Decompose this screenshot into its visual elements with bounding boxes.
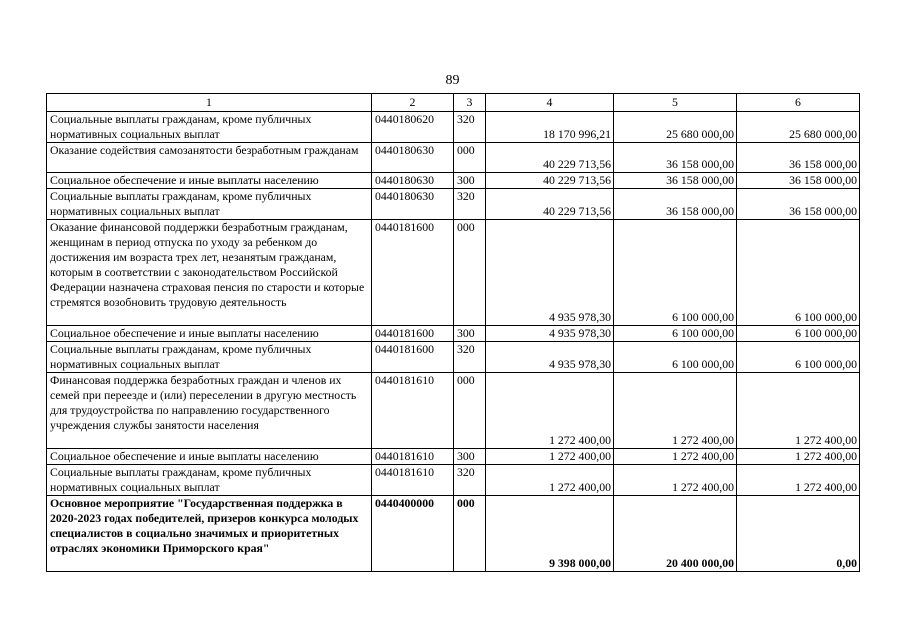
row-amount-col6: 1 272 400,00 [737, 465, 860, 496]
row-name: Финансовая поддержка безработных граждан и членов их семей при переезде и (или) переселении в другую местность для трудоустройства по направлению государственного учреждения службы занятости населения [47, 373, 372, 449]
row-amount-col6: 1 272 400,00 [737, 449, 860, 465]
row-amount-col5: 6 100 000,00 [614, 342, 737, 373]
row-target-code: 0440180630 [372, 173, 454, 189]
row-amount-col6: 0,00 [737, 496, 860, 572]
table-row [47, 189, 860, 220]
header-col-3: 3 [454, 94, 486, 112]
table-row [47, 496, 860, 572]
row-amount-col4: 4 935 978,30 [486, 342, 614, 373]
row-amount-col6: 36 158 000,00 [737, 143, 860, 173]
row-amount-col6: 6 100 000,00 [737, 342, 860, 373]
row-amount-col4: 18 170 996,21 [486, 112, 614, 143]
header-col-4: 4 [486, 94, 614, 112]
row-target-code: 0440181610 [372, 465, 454, 496]
budget-table [46, 93, 860, 572]
row-amount-col6: 25 680 000,00 [737, 112, 860, 143]
row-name: Социальные выплаты гражданам, кроме публичных нормативных социальных выплат [47, 112, 372, 143]
table-row [47, 449, 860, 465]
row-name: Социальные выплаты гражданам, кроме публичных нормативных социальных выплат [47, 342, 372, 373]
row-amount-col6: 36 158 000,00 [737, 173, 860, 189]
header-col-2: 2 [372, 94, 454, 112]
row-target-code: 0440180620 [372, 112, 454, 143]
row-expense-type: 300 [454, 173, 486, 189]
row-name: Социальное обеспечение и иные выплаты населению [47, 326, 372, 342]
row-amount-col4: 40 229 713,56 [486, 189, 614, 220]
row-expense-type: 320 [454, 342, 486, 373]
header-col-5: 5 [614, 94, 737, 112]
row-amount-col5: 20 400 000,00 [614, 496, 737, 572]
header-row [47, 94, 860, 112]
row-amount-col4: 40 229 713,56 [486, 173, 614, 189]
row-amount-col4: 9 398 000,00 [486, 496, 614, 572]
row-target-code: 0440400000 [372, 496, 454, 572]
row-amount-col5: 1 272 400,00 [614, 449, 737, 465]
row-target-code: 0440181600 [372, 342, 454, 373]
table-row [47, 220, 860, 326]
row-amount-col4: 4 935 978,30 [486, 326, 614, 342]
table-row [47, 342, 860, 373]
row-target-code: 0440180630 [372, 189, 454, 220]
row-name: Социальные выплаты гражданам, кроме публичных нормативных социальных выплат [47, 189, 372, 220]
table-row [47, 173, 860, 189]
row-name: Социальное обеспечение и иные выплаты населению [47, 173, 372, 189]
row-amount-col6: 1 272 400,00 [737, 373, 860, 449]
row-amount-col5: 36 158 000,00 [614, 173, 737, 189]
row-target-code: 0440181600 [372, 220, 454, 326]
table-row [47, 326, 860, 342]
row-amount-col6: 6 100 000,00 [737, 326, 860, 342]
row-amount-col5: 36 158 000,00 [614, 143, 737, 173]
table-row [47, 465, 860, 496]
row-expense-type: 320 [454, 465, 486, 496]
row-expense-type: 000 [454, 373, 486, 449]
row-amount-col5: 1 272 400,00 [614, 465, 737, 496]
row-amount-col4: 1 272 400,00 [486, 449, 614, 465]
header-col-6: 6 [737, 94, 860, 112]
row-expense-type: 000 [454, 496, 486, 572]
row-amount-col4: 1 272 400,00 [486, 465, 614, 496]
row-expense-type: 000 [454, 143, 486, 173]
row-amount-col5: 6 100 000,00 [614, 220, 737, 326]
row-target-code: 0440180630 [372, 143, 454, 173]
table-row [47, 143, 860, 173]
row-expense-type: 000 [454, 220, 486, 326]
row-expense-type: 320 [454, 112, 486, 143]
row-amount-col4: 4 935 978,30 [486, 220, 614, 326]
row-target-code: 0440181610 [372, 449, 454, 465]
page-number: 89 [445, 73, 460, 88]
header-col-1: 1 [47, 94, 372, 112]
table-row [47, 112, 860, 143]
row-expense-type: 320 [454, 189, 486, 220]
row-name: Оказание финансовой поддержки безработным гражданам, женщинам в период отпуска по уходу за ребенком до достижения им возраста трех лет, незанятым гражданам, которым в соответствии с законодательством Российской Федерации назначена страховая пенсия по старости и которые стремятся возобновить трудовую деятельность [47, 220, 372, 326]
row-amount-col4: 1 272 400,00 [486, 373, 614, 449]
row-amount-col5: 25 680 000,00 [614, 112, 737, 143]
row-name: Основное мероприятие "Государственная поддержка в 2020-2023 годах победителей, призеров конкурса молодых специалистов в социально значимых и приоритетных отраслях экономики Приморского края" [47, 496, 372, 572]
row-expense-type: 300 [454, 326, 486, 342]
row-amount-col5: 36 158 000,00 [614, 189, 737, 220]
row-amount-col4: 40 229 713,56 [486, 143, 614, 173]
row-target-code: 0440181600 [372, 326, 454, 342]
row-amount-col5: 6 100 000,00 [614, 326, 737, 342]
row-expense-type: 300 [454, 449, 486, 465]
table-row [47, 373, 860, 449]
row-amount-col5: 1 272 400,00 [614, 373, 737, 449]
row-name: Социальное обеспечение и иные выплаты населению [47, 449, 372, 465]
row-name: Социальные выплаты гражданам, кроме публичных нормативных социальных выплат [47, 465, 372, 496]
row-name: Оказание содействия самозанятости безработным гражданам [47, 143, 372, 173]
row-target-code: 0440181610 [372, 373, 454, 449]
row-amount-col6: 6 100 000,00 [737, 220, 860, 326]
row-amount-col6: 36 158 000,00 [737, 189, 860, 220]
